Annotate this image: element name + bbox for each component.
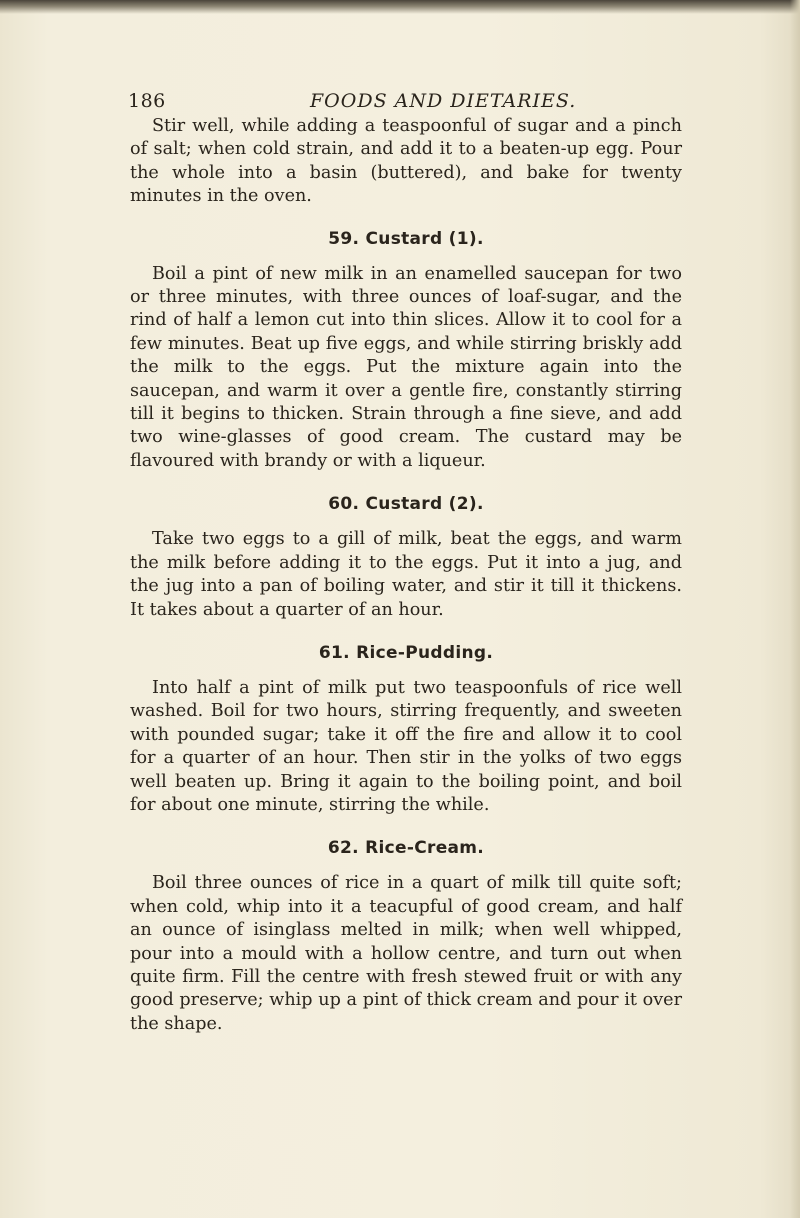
recipe-heading-60: 60. Custard (2). [328,494,484,515]
recipe-body-59: Boil a pint of new milk in an enamelled saucepan for two or three minutes, with three ounces of loaf-sugar, and the rind of half a lemon cut into thin slices. Allow it to cool for a few minutes. Beat up five eggs, and while stirring briskly add the milk to the eggs. Put the mixture again into the saucepan, and warm it over a gentle fire, constantly stirring till it begins to thicken. Strain through a fine sieve, and add two wine-glasses of good cream. The custard may be flavoured with brandy or with a liqueur. [130,263,682,471]
page-number: 186 [128,90,166,112]
recipe-body-61: Into half a pint of milk put two teaspoonfuls of rice well washed. Boil for two hours, stirring frequently, and sweeten with pounded sugar; take it off the fire and allow it to cool for a quarter of an hour. Then stir in the yolks of two eggs well beaten up. Bring it again to the boiling point, and boil for about one minute, stirring the while. [130,677,682,815]
recipe-heading-62: 62. Rice-Cream. [327,838,485,859]
continuation-paragraph: Stir well, while adding a teaspoonful of sugar and a pinch of salt; when cold strain, and add it to a beaten-up egg. Pour the whole into a basin (buttered), and bake for twenty minutes in the oven. [130,116,682,207]
recipe-heading-59: 59. Custard (1). [328,228,484,249]
recipe-body-62: Boil three ounces of rice in a quart of milk till quite soft; when cold, whip into it a teacupful of good cream, and half an ounce of isinglass melted in milk; when well whipped, pour into a mould with a hollow centre, and turn out when quite firm. Fill the centre with fresh stewed fruit or with any good preserve; whip up a pint of thick cream and pour it over the shape. [130,873,682,1034]
running-title: FOODS AND DIETARIES. [310,90,577,112]
text-block [130,115,682,1036]
recipe-heading-61: 61. Rice-Pudding. [318,642,494,663]
page-right-edge [790,0,800,1218]
running-head [128,90,688,116]
recipe-body-60: Take two eggs to a gill of milk, beat the eggs, and warm the milk before adding it to the eggs. Put it into a jug, and the jug into a pan of boiling water, and stir it till it thickens. It takes about a quarter of an hour. [130,529,682,620]
page-top-shadow [0,0,800,14]
